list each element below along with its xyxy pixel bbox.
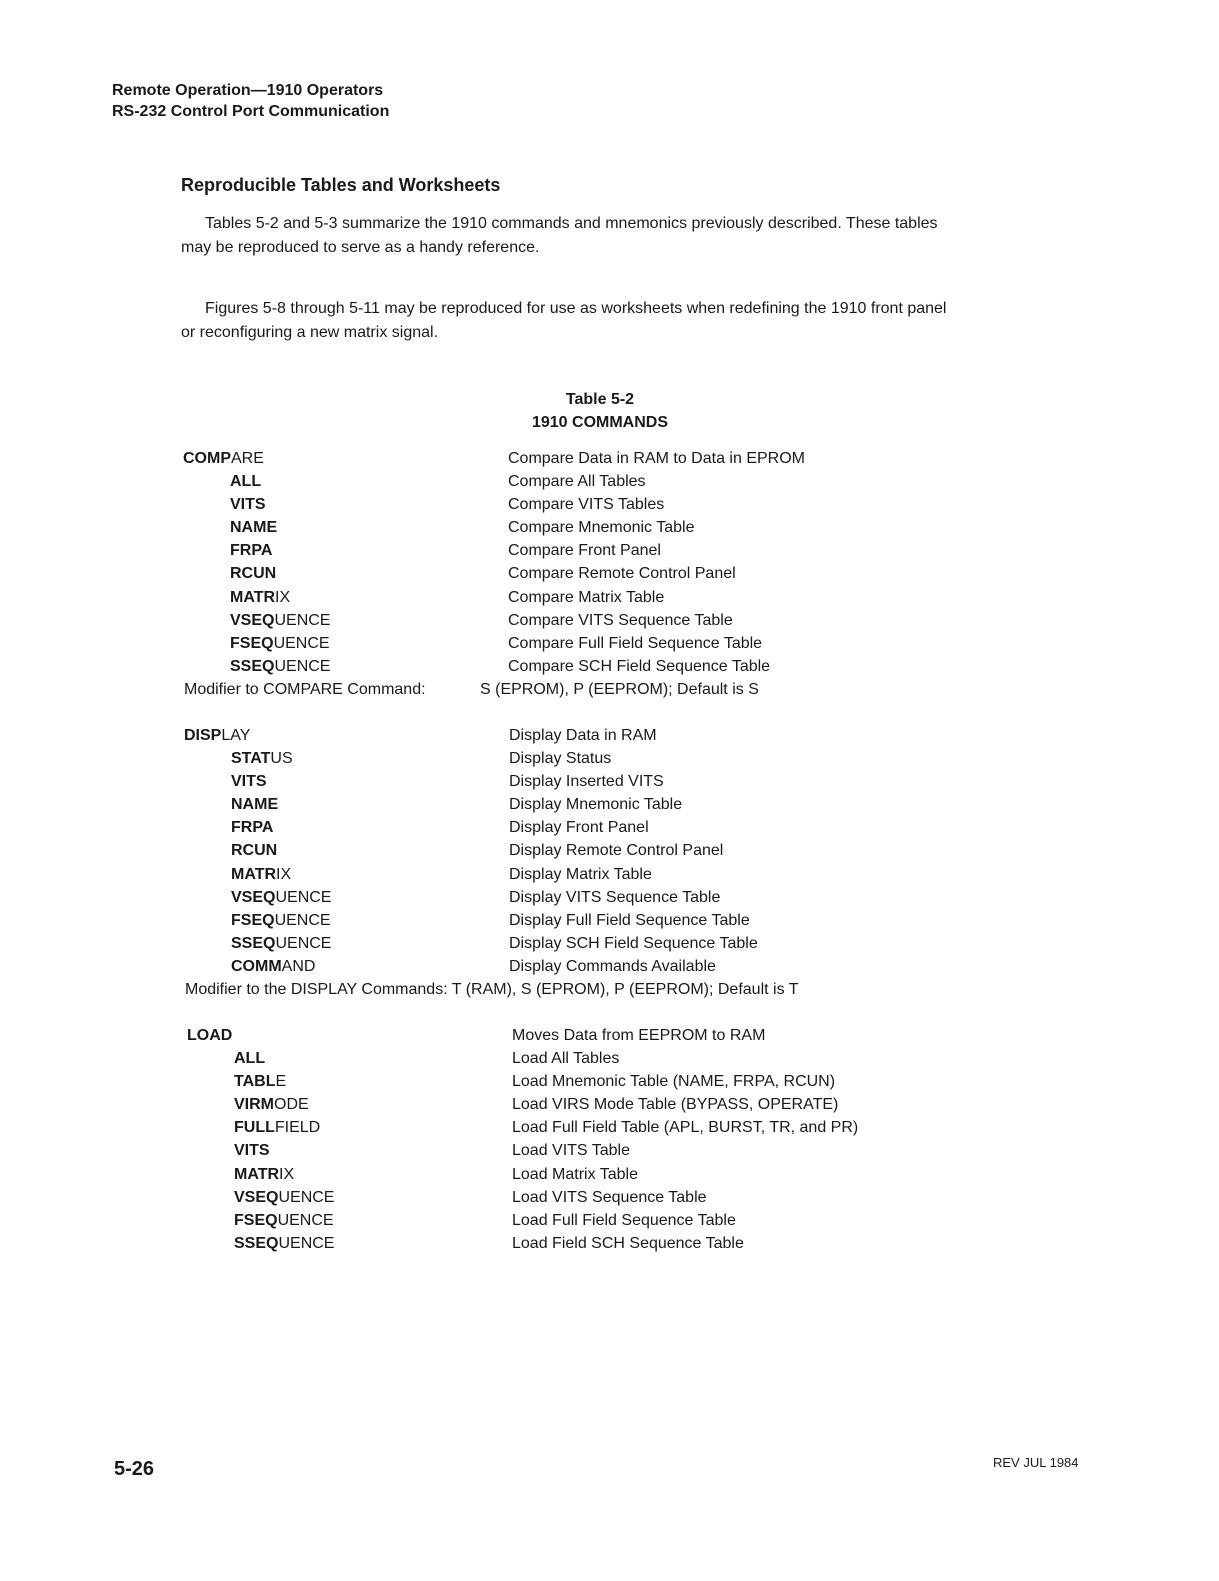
subcommand-row: [183, 562, 943, 585]
modifier-text: Modifier to the DISPLAY Commands: T (RAM), S (EPROM), P (EEPROM); Default is T: [185, 981, 799, 999]
subcommand-row: [187, 1116, 947, 1139]
subcommand-name: VSEQUENCE: [231, 888, 332, 906]
subcommand-description: Load VITS Sequence Table: [512, 1188, 707, 1206]
command-row: [187, 1024, 947, 1047]
subcommand-name: FRPA: [231, 819, 274, 837]
subcommand-description: Compare VITS Tables: [508, 496, 665, 514]
subcommand-row: [184, 839, 944, 862]
subcommand-description: Load Mnemonic Table (NAME, FRPA, RCUN): [512, 1073, 836, 1091]
subcommand-name: VIRMODE: [234, 1096, 309, 1114]
subcommand-row: [184, 932, 944, 955]
paragraph-line: Tables 5-2 and 5-3 summarize the 1910 commands and mnemonics previously described. These tables: [205, 215, 938, 232]
subcommand-row: [184, 770, 944, 793]
subcommand-name: NAME: [231, 796, 279, 814]
header-line-1: Remote Operation—1910 Operators: [112, 82, 384, 99]
subcommand-description: Load Full Field Sequence Table: [512, 1211, 736, 1229]
subcommand-name: MATRIX: [234, 1165, 295, 1183]
header-line-2: RS-232 Control Port Communication: [112, 103, 390, 120]
subcommand-name: TABLE: [234, 1073, 287, 1091]
paragraph-line: may be reproduced to serve as a handy reference.: [181, 239, 540, 256]
subcommand-row: [183, 655, 943, 678]
subcommand-description: Display Status: [509, 750, 612, 768]
subcommand-description: Display Front Panel: [509, 819, 649, 837]
modifier-label: Modifier to COMPARE Command:: [184, 680, 426, 698]
subcommand-name: FRPA: [230, 542, 273, 560]
table-caption: [500, 388, 700, 434]
subcommand-description: Compare Full Field Sequence Table: [508, 634, 763, 652]
subcommand-row: [187, 1163, 947, 1186]
paragraph-tables: [181, 212, 1031, 260]
subcommand-description: Compare All Tables: [508, 473, 646, 491]
subcommand-name: ALL: [234, 1050, 266, 1068]
subcommand-name: MATRIX: [231, 865, 292, 883]
subcommand-row: [183, 493, 943, 516]
subcommand-row: [184, 793, 944, 816]
subcommand-row: [183, 539, 943, 562]
section-title: Reproducible Tables and Worksheets: [181, 175, 501, 195]
subcommand-description: Display Mnemonic Table: [509, 796, 683, 814]
subcommand-name: NAME: [230, 519, 278, 537]
subcommand-row: [187, 1232, 947, 1255]
subcommand-description: Load VITS Table: [512, 1142, 631, 1160]
command-description: Compare Data in RAM to Data in EPROM: [508, 450, 805, 467]
load-command-block: [187, 1024, 947, 1255]
subcommand-name: COMMAND: [231, 957, 316, 975]
subcommand-row: [187, 1047, 947, 1070]
revision-date: REV JUL 1984: [993, 1455, 1079, 1470]
subcommand-name: FSEQUENCE: [234, 1211, 334, 1229]
subcommand-name: RCUN: [230, 565, 277, 583]
subcommand-name: SSEQUENCE: [234, 1234, 335, 1252]
subcommand-name: ALL: [230, 473, 262, 491]
subcommand-row: [183, 609, 943, 632]
table-title: 1910 COMMANDS: [531, 414, 669, 431]
command-description: Display Data in RAM: [509, 727, 657, 744]
display-command-block: [184, 724, 944, 1001]
modifier-description: S (EPROM), P (EEPROM); Default is S: [480, 680, 759, 698]
modifier-row: [184, 978, 944, 1001]
subcommand-description: Display Commands Available: [509, 957, 716, 975]
subcommand-row: [183, 632, 943, 655]
subcommand-name: FSEQUENCE: [230, 634, 330, 652]
subcommand-description: Load Matrix Table: [512, 1165, 638, 1183]
subcommand-name: SSEQUENCE: [230, 657, 331, 675]
subcommand-name: SSEQUENCE: [231, 934, 332, 952]
subcommand-row: [184, 955, 944, 978]
running-header: [112, 80, 389, 122]
subcommand-row: [183, 586, 943, 609]
subcommand-name: FSEQUENCE: [231, 911, 331, 929]
subcommand-description: Display Matrix Table: [509, 865, 652, 883]
paragraph-figures: [181, 297, 1031, 345]
subcommand-row: [184, 886, 944, 909]
paragraph-line: or reconfiguring a new matrix signal.: [181, 324, 439, 341]
subcommand-row: [187, 1186, 947, 1209]
subcommand-description: Display Inserted VITS: [509, 773, 664, 791]
command-name: COMPARE: [183, 450, 264, 467]
command-description: Moves Data from EEPROM to RAM: [512, 1027, 766, 1044]
subcommand-row: [187, 1209, 947, 1232]
subcommand-name: VSEQUENCE: [234, 1188, 335, 1206]
subcommand-description: Load Full Field Table (APL, BURST, TR, and PR): [512, 1119, 859, 1137]
paragraph-line: Figures 5-8 through 5-11 may be reproduced for use as worksheets when redefining the 1910 front panel: [205, 300, 947, 317]
subcommand-name: RCUN: [231, 842, 278, 860]
subcommand-description: Compare Remote Control Panel: [508, 565, 736, 583]
subcommand-description: Compare SCH Field Sequence Table: [508, 657, 771, 675]
subcommand-description: Load All Tables: [512, 1050, 620, 1068]
subcommand-row: [184, 747, 944, 770]
subcommand-description: Compare Front Panel: [508, 542, 661, 560]
modifier-row: [183, 678, 943, 701]
page-number: 5-26: [114, 1458, 155, 1480]
table-number: Table 5-2: [565, 391, 635, 408]
subcommand-name: VITS: [231, 773, 267, 791]
subcommand-row: [184, 816, 944, 839]
command-row: [184, 724, 944, 747]
command-name: DISPLAY: [184, 727, 251, 744]
subcommand-row: [183, 516, 943, 539]
subcommand-name: VSEQUENCE: [230, 611, 331, 629]
subcommand-row: [187, 1093, 947, 1116]
subcommand-name: STATUS: [231, 750, 293, 768]
subcommand-row: [187, 1139, 947, 1162]
subcommand-description: Display Full Field Sequence Table: [509, 911, 750, 929]
subcommand-row: [187, 1070, 947, 1093]
subcommand-description: Compare Mnemonic Table: [508, 519, 695, 537]
subcommand-row: [183, 470, 943, 493]
command-name: LOAD: [187, 1027, 233, 1044]
subcommand-row: [184, 909, 944, 932]
subcommand-name: MATRIX: [230, 588, 291, 606]
compare-command-block: [183, 447, 943, 701]
subcommand-description: Compare Matrix Table: [508, 588, 665, 606]
command-row: [183, 447, 943, 470]
subcommand-name: FULLFIELD: [234, 1119, 321, 1137]
subcommand-name: VITS: [230, 496, 266, 514]
subcommand-description: Compare VITS Sequence Table: [508, 611, 733, 629]
subcommand-description: Display SCH Field Sequence Table: [509, 934, 758, 952]
subcommand-description: Display VITS Sequence Table: [509, 888, 721, 906]
subcommand-name: VITS: [234, 1142, 270, 1160]
subcommand-description: Load VIRS Mode Table (BYPASS, OPERATE): [512, 1096, 839, 1114]
subcommand-description: Display Remote Control Panel: [509, 842, 724, 860]
subcommand-row: [184, 863, 944, 886]
subcommand-description: Load Field SCH Sequence Table: [512, 1234, 744, 1252]
